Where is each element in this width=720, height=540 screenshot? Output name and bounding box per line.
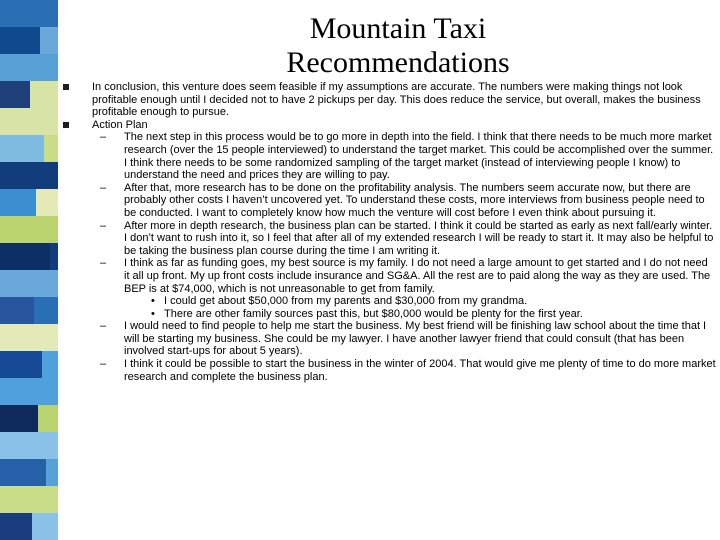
decorative-color-strip [0, 0, 58, 540]
action-step-6 [60, 358, 716, 383]
strip-cell [0, 81, 30, 108]
strip-row [0, 405, 58, 432]
strip-cell [40, 27, 58, 54]
strip-cell [0, 216, 58, 243]
square-bullet-icon [63, 122, 69, 128]
strip-cell [38, 405, 58, 432]
funding-detail-2 [60, 308, 716, 321]
strip-row [0, 243, 58, 270]
strip-row [0, 81, 58, 108]
funding-detail-text: There are other family sources past this, but $80,000 would be plenty for the first year. [164, 307, 583, 320]
action-step-text: The next step in this process would be to go more in depth into the field. I think that there needs to be much more market research (over the 15 people interviewed) to understand the target market. This could be accomplished over the summer. I think there needs to be some randomized sampling of the target market (instead of interviewing people I know) to understand the need and prices they are willing to pay. [124, 131, 714, 182]
action-step-text: I would need to find people to help me start the business. My best friend will be finishing law school about the time that I will be starting my business. She could be my lawyer. I have another lawyer friend that could consult (that has been involved start-ups for about 5 years). [124, 320, 707, 358]
strip-cell [30, 81, 58, 108]
strip-row [0, 162, 58, 189]
strip-cell [0, 135, 44, 162]
strip-row [0, 270, 58, 297]
strip-cell [0, 270, 58, 297]
strip-cell [0, 324, 58, 351]
dash-marker: – [100, 257, 107, 270]
action-step-text: After more in depth research, the business plan can be started. I think it could be started as early as next fall/early winter. I don’t want to rush into it, so I feel that after all of my extended research I will be ready to start it. It may also be helpful to be taking the business plan course during the time I am writing it. [124, 219, 714, 257]
strip-cell [0, 405, 38, 432]
dash-marker: – [100, 131, 107, 144]
strip-cell [36, 189, 58, 216]
strip-row [0, 297, 58, 324]
action-step-text: I think as far as funding goes, my best source is my family. I do not need a large amount to get started and I do not need it all up front. My up front costs include insurance and SG&A. All the rest are to paid along the way as they are used. The BEP is at $74,000, which is not unreasonable to get from family. [124, 257, 711, 295]
slide-content [60, 81, 716, 383]
strip-row [0, 108, 58, 135]
strip-cell [0, 351, 42, 378]
strip-cell [0, 27, 40, 54]
strip-cell [0, 459, 46, 486]
strip-row [0, 324, 58, 351]
strip-cell [0, 54, 58, 81]
dash-marker: – [100, 181, 107, 194]
bullet-text: In conclusion, this venture does seem feasible if my assumptions are accurate. The numbers were making things not look profitable enough until I decided not to have 2 pickups per day. This does reduce the service, but overall, makes the business profitable enough to pursue. [92, 81, 701, 119]
strip-cell [0, 243, 50, 270]
strip-row [0, 0, 58, 27]
strip-cell [0, 378, 58, 405]
strip-cell [44, 135, 58, 162]
strip-row [0, 351, 58, 378]
action-step-text: I think it could be possible to start the business in the winter of 2004. That would give me plenty of time to do more market research and complete the business plan. [124, 358, 716, 383]
bullet-conclusion [60, 81, 716, 119]
dot-marker: • [151, 307, 155, 320]
action-step-1 [60, 131, 716, 181]
dot-marker: • [151, 295, 155, 308]
dash-marker: – [100, 320, 107, 333]
strip-row [0, 27, 58, 54]
bullet-text: Action Plan [92, 118, 148, 131]
strip-cell [0, 189, 36, 216]
action-step-4 [60, 257, 716, 295]
action-step-5 [60, 320, 716, 358]
strip-cell [0, 513, 32, 540]
strip-row [0, 189, 58, 216]
action-step-2 [60, 182, 716, 220]
action-step-3 [60, 220, 716, 258]
slide-title: Mountain Taxi Recommendations [286, 12, 510, 79]
strip-row [0, 135, 58, 162]
strip-cell [50, 243, 58, 270]
strip-row [0, 54, 58, 81]
strip-cell [0, 162, 58, 189]
dash-marker: – [100, 358, 107, 371]
bullet-action-plan [60, 119, 716, 132]
strip-cell [42, 351, 58, 378]
strip-row [0, 378, 58, 405]
strip-cell [46, 459, 58, 486]
dash-marker: – [100, 219, 107, 232]
strip-row [0, 486, 58, 513]
strip-cell [0, 108, 58, 135]
strip-cell [32, 513, 58, 540]
strip-row [0, 513, 58, 540]
strip-row [0, 459, 58, 486]
action-step-text: After that, more research has to be done on the profitability analysis. The numbers seem accurate now, but there are probably other costs I haven’t uncovered yet. To understand these costs, more interviews from business people need to be conducted. I want to completely know how much the venture will cost before I even think about pursuing it. [124, 181, 705, 219]
strip-cell [0, 432, 58, 459]
strip-cell [0, 297, 34, 324]
strip-row [0, 432, 58, 459]
funding-detail-1 [60, 295, 716, 308]
funding-detail-text: I could get about $50,000 from my parents and $30,000 from my grandma. [164, 295, 528, 308]
strip-cell [34, 297, 58, 324]
square-bullet-icon [63, 84, 69, 90]
strip-row [0, 216, 58, 243]
strip-cell [0, 486, 58, 513]
strip-cell [0, 0, 58, 27]
